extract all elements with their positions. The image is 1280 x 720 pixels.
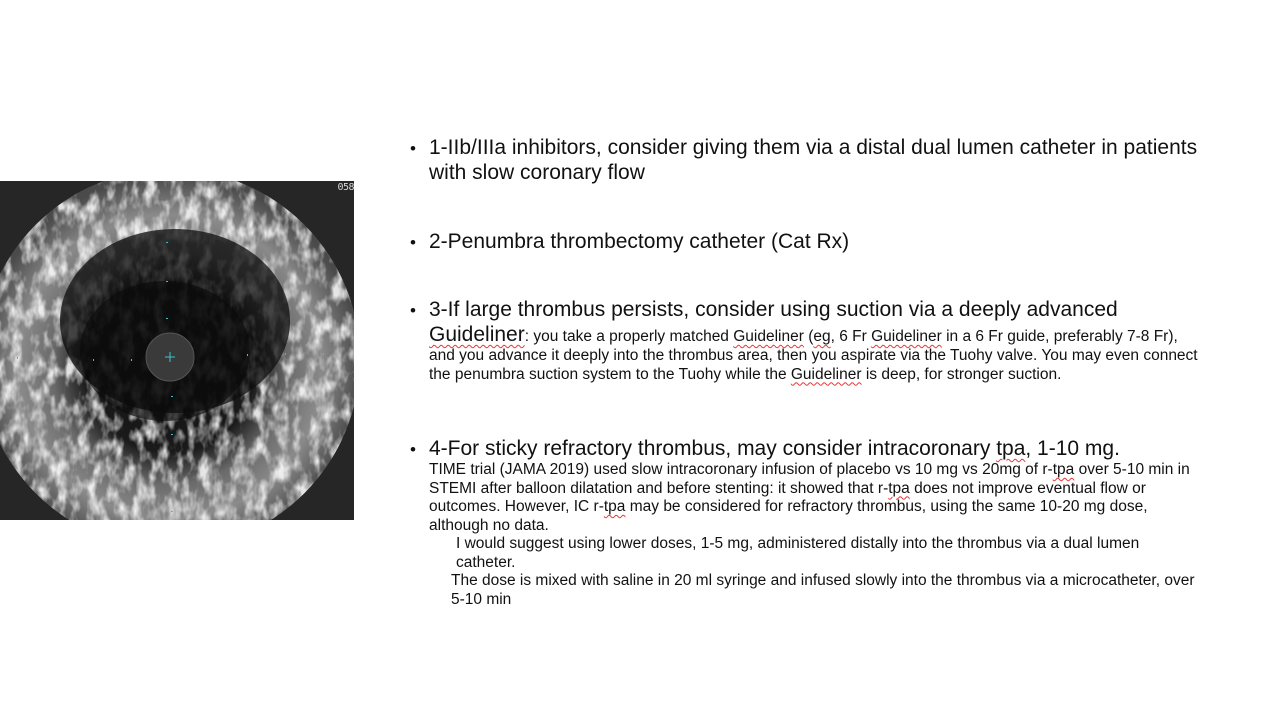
paragraph-term: tpa [888,479,910,497]
bullet-3-content [429,297,1200,384]
bullet-marker: • [410,301,416,320]
bullet-4-content [429,436,1200,609]
bullet-4-paragraph-1 [429,461,1200,535]
bullet-3-detail [429,328,1198,383]
bullet-marker: • [410,139,416,158]
bullet-marker: • [410,440,416,459]
bullet-3-heading: 3-If large thrombus persists, consider using suction via a deeply advanced [429,298,1118,321]
paragraph-text: does not improve eventual flow or outcomes. However, IC r- [429,479,1146,515]
paragraph-term: tpa [603,498,626,515]
detail-text: : you take a properly matched [524,328,734,345]
detail-text: in a 6 Fr guide, preferably 7-8 Fr), and you advance it deeply into the thrombus area, then you aspirate via the Tuohy valve. You may even connect the penumbra suction system to the Tuohy while the [429,328,1198,383]
bullet-2-heading: 2-Penumbra thrombectomy catheter (Cat Rx) [429,230,850,253]
heading-text: 4-For sticky refractory thrombus, may consider intracoronary [429,437,997,460]
bullet-item-3 [410,297,1200,384]
detail-term: Guideliner [871,328,942,345]
bullet-4-paragraph-2: I would suggest using lower doses, 1-5 mg, administered distally into the thrombus via a dual lumen catheter. [456,535,1140,571]
paragraph-term: tpa [1052,461,1075,478]
bullet-marker: • [410,233,416,252]
detail-term: Guideliner [790,365,862,383]
bullet-3-heading-term: Guideliner [429,323,525,346]
heading-term: tpa [996,437,1026,460]
bullet-item-4 [410,436,1200,609]
ivus-scan-graphic [0,181,354,520]
detail-text: ( [803,328,814,345]
detail-text: is deep, for stronger suction. [861,365,1062,383]
bullet-4-heading [429,436,1200,461]
frame-number-label: 058 [337,182,354,193]
ivus-image [0,181,354,520]
detail-term: Guideliner [733,328,804,345]
bullet-item-2 [410,229,1200,254]
paragraph-text: may be considered for refractory thrombus, using the same 10-20 mg dose, although no data. [429,498,1148,534]
detail-term: eg [813,328,831,345]
paragraph-text: TIME trial (JAMA 2019) used slow intracoronary infusion of placebo vs 10 mg vs 20mg of r- [429,461,1053,478]
detail-text: , 6 Fr [830,328,872,345]
paragraph-text: over 5-10 min in STEMI after balloon dilatation and before stenting: it showed that r- [429,461,1190,497]
bullet-1-heading: 1-IIb/IIIa inhibitors, consider giving them via a distal dual lumen catheter in patients with slow coronary flow [429,136,1198,184]
heading-text: , 1-10 mg. [1025,437,1120,460]
bullet-item-1 [410,135,1200,185]
bullet-4-paragraph-3: The dose is mixed with saline in 20 ml syringe and infused slowly into the thrombus via a microcatheter, over 5-10 min [451,572,1195,608]
